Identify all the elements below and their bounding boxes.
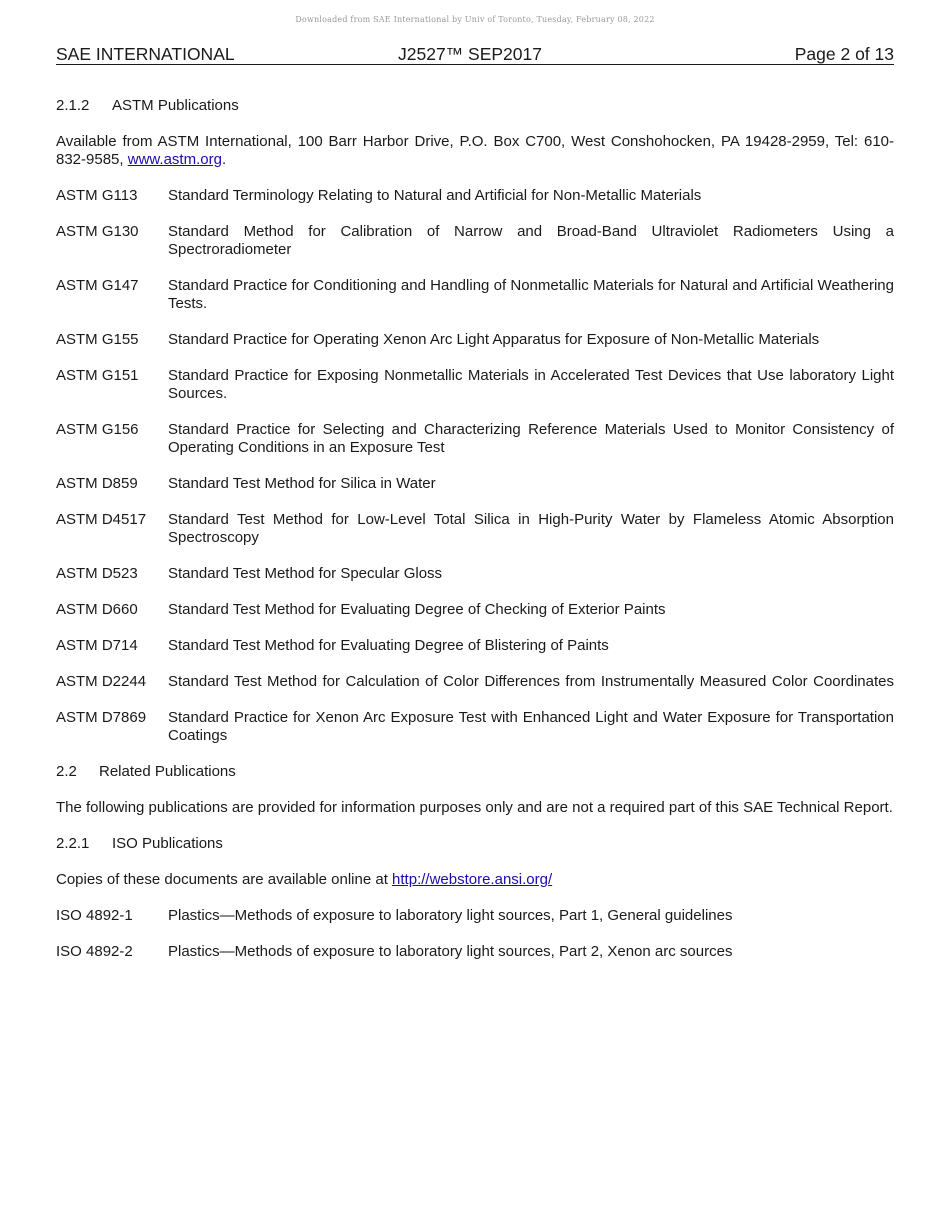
reference-item	[56, 277, 894, 313]
reference-title: Standard Test Method for Specular Gloss	[168, 565, 443, 582]
section-title: ISO Publications	[112, 835, 223, 852]
document-body	[56, 97, 894, 979]
reference-item	[56, 601, 894, 619]
reference-code: ASTM G155	[56, 331, 139, 348]
section-number: 2.1.2	[56, 97, 90, 114]
reference-title: Standard Practice for Conditioning and Handling of Nonmetallic Materials for Natural and Artificial Weathering Tests.	[168, 277, 894, 312]
availability-end: .	[221, 151, 227, 168]
ansi-webstore-link[interactable]: http://webstore.ansi.org/	[392, 871, 553, 888]
reference-title: Standard Test Method for Evaluating Degree of Checking of Exterior Paints	[168, 601, 666, 618]
header-page-number: Page 2 of 13	[794, 44, 894, 64]
reference-item	[56, 709, 894, 745]
astm-reference-list	[56, 187, 894, 745]
reference-title: Standard Test Method for Evaluating Degree of Blistering of Paints	[168, 637, 609, 654]
reference-title: Standard Practice for Operating Xenon Arc Light Apparatus for Exposure of Non-Metallic Materials	[168, 331, 820, 348]
reference-item	[56, 223, 894, 259]
section-title: ASTM Publications	[112, 97, 239, 114]
reference-item	[56, 673, 894, 691]
header-document-id: J2527™ SEP2017	[398, 44, 542, 64]
reference-title: Standard Test Method for Silica in Water	[168, 475, 436, 492]
reference-title: Standard Method for Calibration of Narrow and Broad-Band Ultraviolet Radiometers Using a Spectroradiometer	[168, 223, 894, 258]
header-organization: SAE INTERNATIONAL	[56, 44, 235, 64]
reference-code: ASTM D4517	[56, 511, 147, 528]
iso-availability-paragraph	[56, 871, 894, 889]
iso-availability-text: Copies of these documents are available online at	[56, 871, 393, 888]
section-number: 2.2.1	[56, 835, 90, 852]
reference-item	[56, 907, 894, 925]
reference-code: ASTM G156	[56, 421, 139, 438]
reference-title: Standard Practice for Selecting and Characterizing Reference Materials Used to Monitor Consistency of Operating Conditions in an Exposure Test	[168, 421, 894, 456]
reference-item	[56, 421, 894, 457]
reference-code: ASTM D714	[56, 637, 138, 654]
reference-title: Standard Test Method for Calculation of Color Differences from Instrumentally Measured Color Coordinates	[168, 673, 894, 690]
reference-code: ISO 4892-2	[56, 943, 133, 960]
reference-title: Plastics—Methods of exposure to laboratory light sources, Part 1, General guidelines	[168, 907, 733, 924]
availability-text: Available from ASTM International, 100 Barr Harbor Drive, P.O. Box C700, West Conshohocken, PA 19428-2959, Tel: 610-832-9585,	[56, 133, 894, 168]
section-number: 2.2	[56, 763, 77, 780]
reference-code: ISO 4892-1	[56, 907, 133, 924]
reference-code: ASTM G130	[56, 223, 139, 240]
reference-title: Standard Practice for Xenon Arc Exposure Test with Enhanced Light and Water Exposure for Transportation Coatings	[168, 709, 894, 744]
reference-item	[56, 187, 894, 205]
reference-code: ASTM G147	[56, 277, 139, 294]
reference-code: ASTM G113	[56, 187, 138, 204]
section-heading-astm	[56, 97, 894, 115]
section-heading-related	[56, 763, 894, 781]
reference-code: ASTM D2244	[56, 673, 147, 690]
reference-code: ASTM D7869	[56, 709, 147, 726]
reference-title: Standard Terminology Relating to Natural and Artificial for Non-Metallic Materials	[168, 187, 702, 204]
reference-item	[56, 475, 894, 493]
reference-title: Plastics—Methods of exposure to laboratory light sources, Part 2, Xenon arc sources	[168, 943, 733, 960]
reference-item	[56, 943, 894, 961]
reference-title: Standard Practice for Exposing Nonmetallic Materials in Accelerated Test Devices that Use laboratory Light Sources.	[168, 367, 894, 402]
download-watermark: Downloaded from SAE International by Univ of Toronto, Tuesday, February 08, 2022	[295, 15, 655, 24]
reference-code: ASTM D523	[56, 565, 138, 582]
iso-reference-list	[56, 907, 894, 961]
reference-title: Standard Test Method for Low-Level Total Silica in High-Purity Water by Flameless Atomic Absorption Spectroscopy	[168, 511, 894, 546]
reference-code: ASTM G151	[56, 367, 139, 384]
reference-code: ASTM D859	[56, 475, 138, 492]
reference-item	[56, 331, 894, 349]
reference-item	[56, 367, 894, 403]
related-publications-paragraph: The following publications are provided for information purposes only and are not a required part of this SAE Technical Report.	[56, 799, 893, 816]
astm-availability-paragraph	[56, 133, 894, 169]
astm-website-link[interactable]: www.astm.org	[127, 151, 222, 168]
reference-item	[56, 511, 894, 547]
reference-code: ASTM D660	[56, 601, 138, 618]
reference-item	[56, 637, 894, 655]
page-header	[56, 44, 894, 65]
section-title: Related Publications	[99, 763, 236, 780]
section-heading-iso	[56, 835, 894, 853]
reference-item	[56, 565, 894, 583]
